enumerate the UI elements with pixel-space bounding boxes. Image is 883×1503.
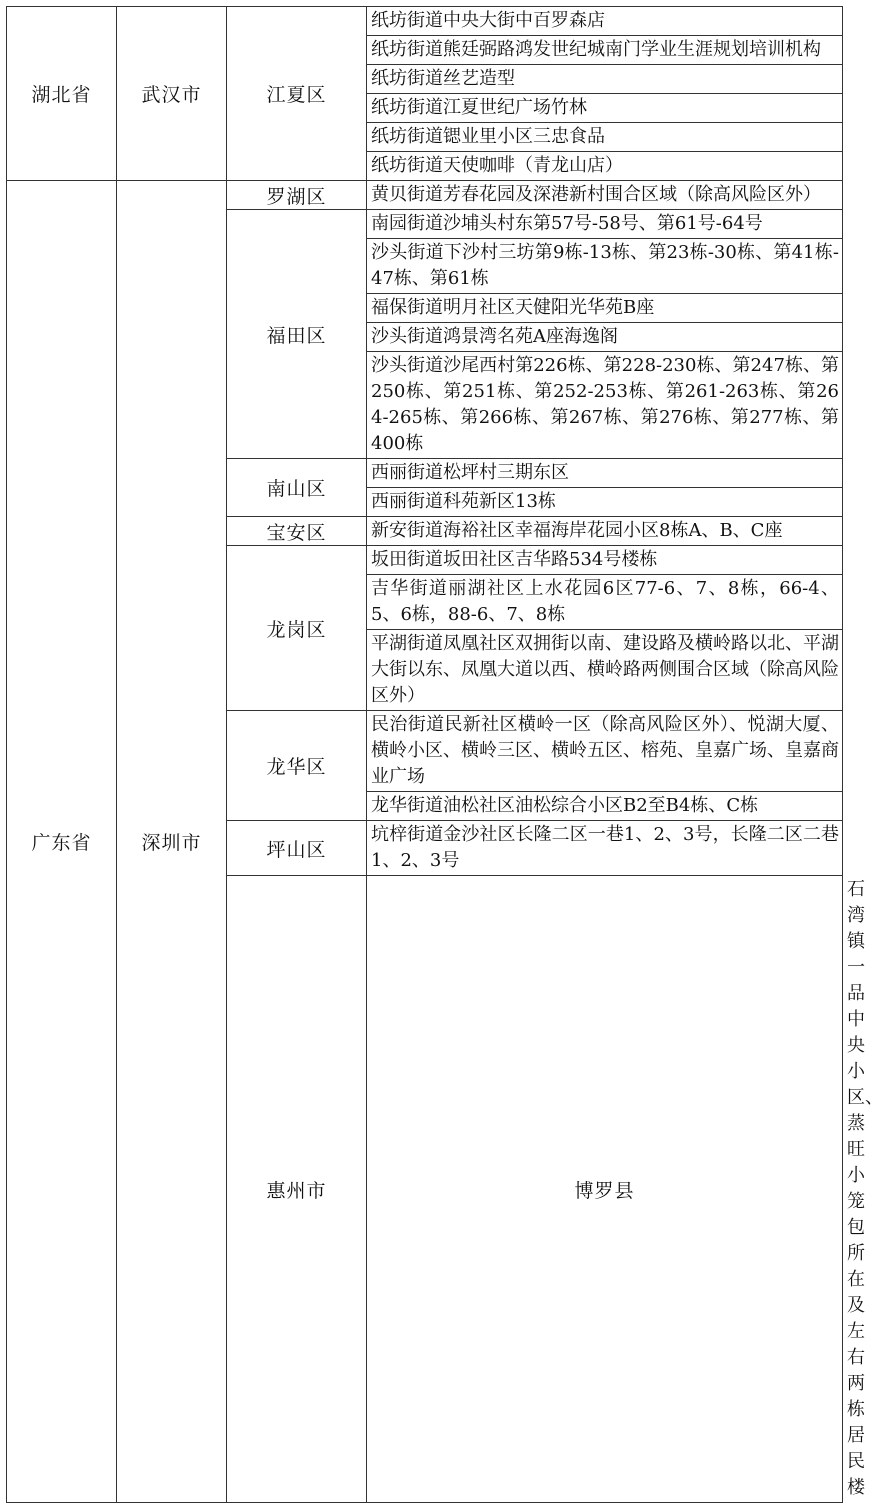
location-cell: 纸坊街道江夏世纪广场竹林 [367, 94, 843, 123]
district-cell: 福田区 [227, 210, 367, 459]
city-cell: 深圳市 [117, 181, 227, 1503]
city-cell: 惠州市 [227, 876, 367, 1503]
location-cell: 沙头街道鸿景湾名苑A座海逸阁 [367, 323, 843, 352]
district-cell: 江夏区 [227, 7, 367, 181]
district-cell: 罗湖区 [227, 181, 367, 210]
location-cell: 西丽街道科苑新区13栋 [367, 488, 843, 517]
city-cell: 武汉市 [117, 7, 227, 181]
location-cell: 坑梓街道金沙社区长隆二区一巷1、2、3号，长隆二区二巷1、2、3号 [367, 821, 843, 876]
location-cell: 龙华街道油松社区油松综合小区B2至B4栋、C栋 [367, 792, 843, 821]
location-cell: 纸坊街道天使咖啡（青龙山店） [367, 152, 843, 181]
province-cell: 广东省 [7, 181, 117, 1503]
table-row [7, 7, 843, 36]
location-cell: 吉华街道丽湖社区上水花园6区77-6、7、8栋，66-4、5、6栋，88-6、7、8栋 [367, 575, 843, 630]
district-cell: 宝安区 [227, 517, 367, 546]
location-cell: 坂田街道坂田社区吉华路534号楼栋 [367, 546, 843, 575]
risk-area-table [6, 6, 883, 1503]
table-body [7, 7, 883, 1503]
location-cell: 沙头街道沙尾西村第226栋、第228-230栋、第247栋、第250栋、第251栋、第252-253栋、第261-263栋、第264-265栋、第266栋、第267栋、第276栋、第277栋、第400栋 [367, 352, 843, 459]
location-cell: 南园街道沙埔头村东第57号-58号、第61号-64号 [367, 210, 843, 239]
location-cell: 新安街道海裕社区幸福海岸花园小区8栋A、B、C座 [367, 517, 843, 546]
district-cell: 博罗县 [367, 876, 843, 1503]
table-row: 惠州市 博罗县 石湾镇一品中央小区、蒸旺小笼包所在及左右两栋居民楼 [7, 876, 843, 1503]
district-cell: 龙华区 [227, 711, 367, 821]
district-cell: 龙岗区 [227, 546, 367, 711]
location-cell: 民治街道民新社区横岭一区（除高风险区外）、悦湖大厦、横岭小区、横岭三区、横岭五区、榕苑、皇嘉广场、皇嘉商业广场 [367, 711, 843, 792]
location-cell: 福保街道明月社区天健阳光华苑B座 [367, 294, 843, 323]
district-cell: 坪山区 [227, 821, 367, 876]
location-cell: 沙头街道下沙村三坊第9栋-13栋、第23栋-30栋、第41栋-47栋、第61栋 [367, 239, 843, 294]
province-cell: 湖北省 [7, 7, 117, 181]
location-cell: 纸坊街道锶业里小区三忠食品 [367, 123, 843, 152]
location-cell: 西丽街道松坪村三期东区 [367, 459, 843, 488]
location-cell: 纸坊街道中央大街中百罗森店 [367, 7, 843, 36]
district-cell: 南山区 [227, 459, 367, 517]
location-cell: 平湖街道凤凰社区双拥街以南、建设路及横岭路以北、平湖大街以东、凤凰大道以西、横岭路两侧围合区域（除高风险区外） [367, 630, 843, 711]
location-cell: 纸坊街道丝艺造型 [367, 65, 843, 94]
location-cell: 黄贝街道芳春花园及深港新村围合区域（除高风险区外） [367, 181, 843, 210]
table-row [7, 181, 843, 210]
location-cell: 纸坊街道熊廷弼路鸿发世纪城南门学业生涯规划培训机构 [367, 36, 843, 65]
